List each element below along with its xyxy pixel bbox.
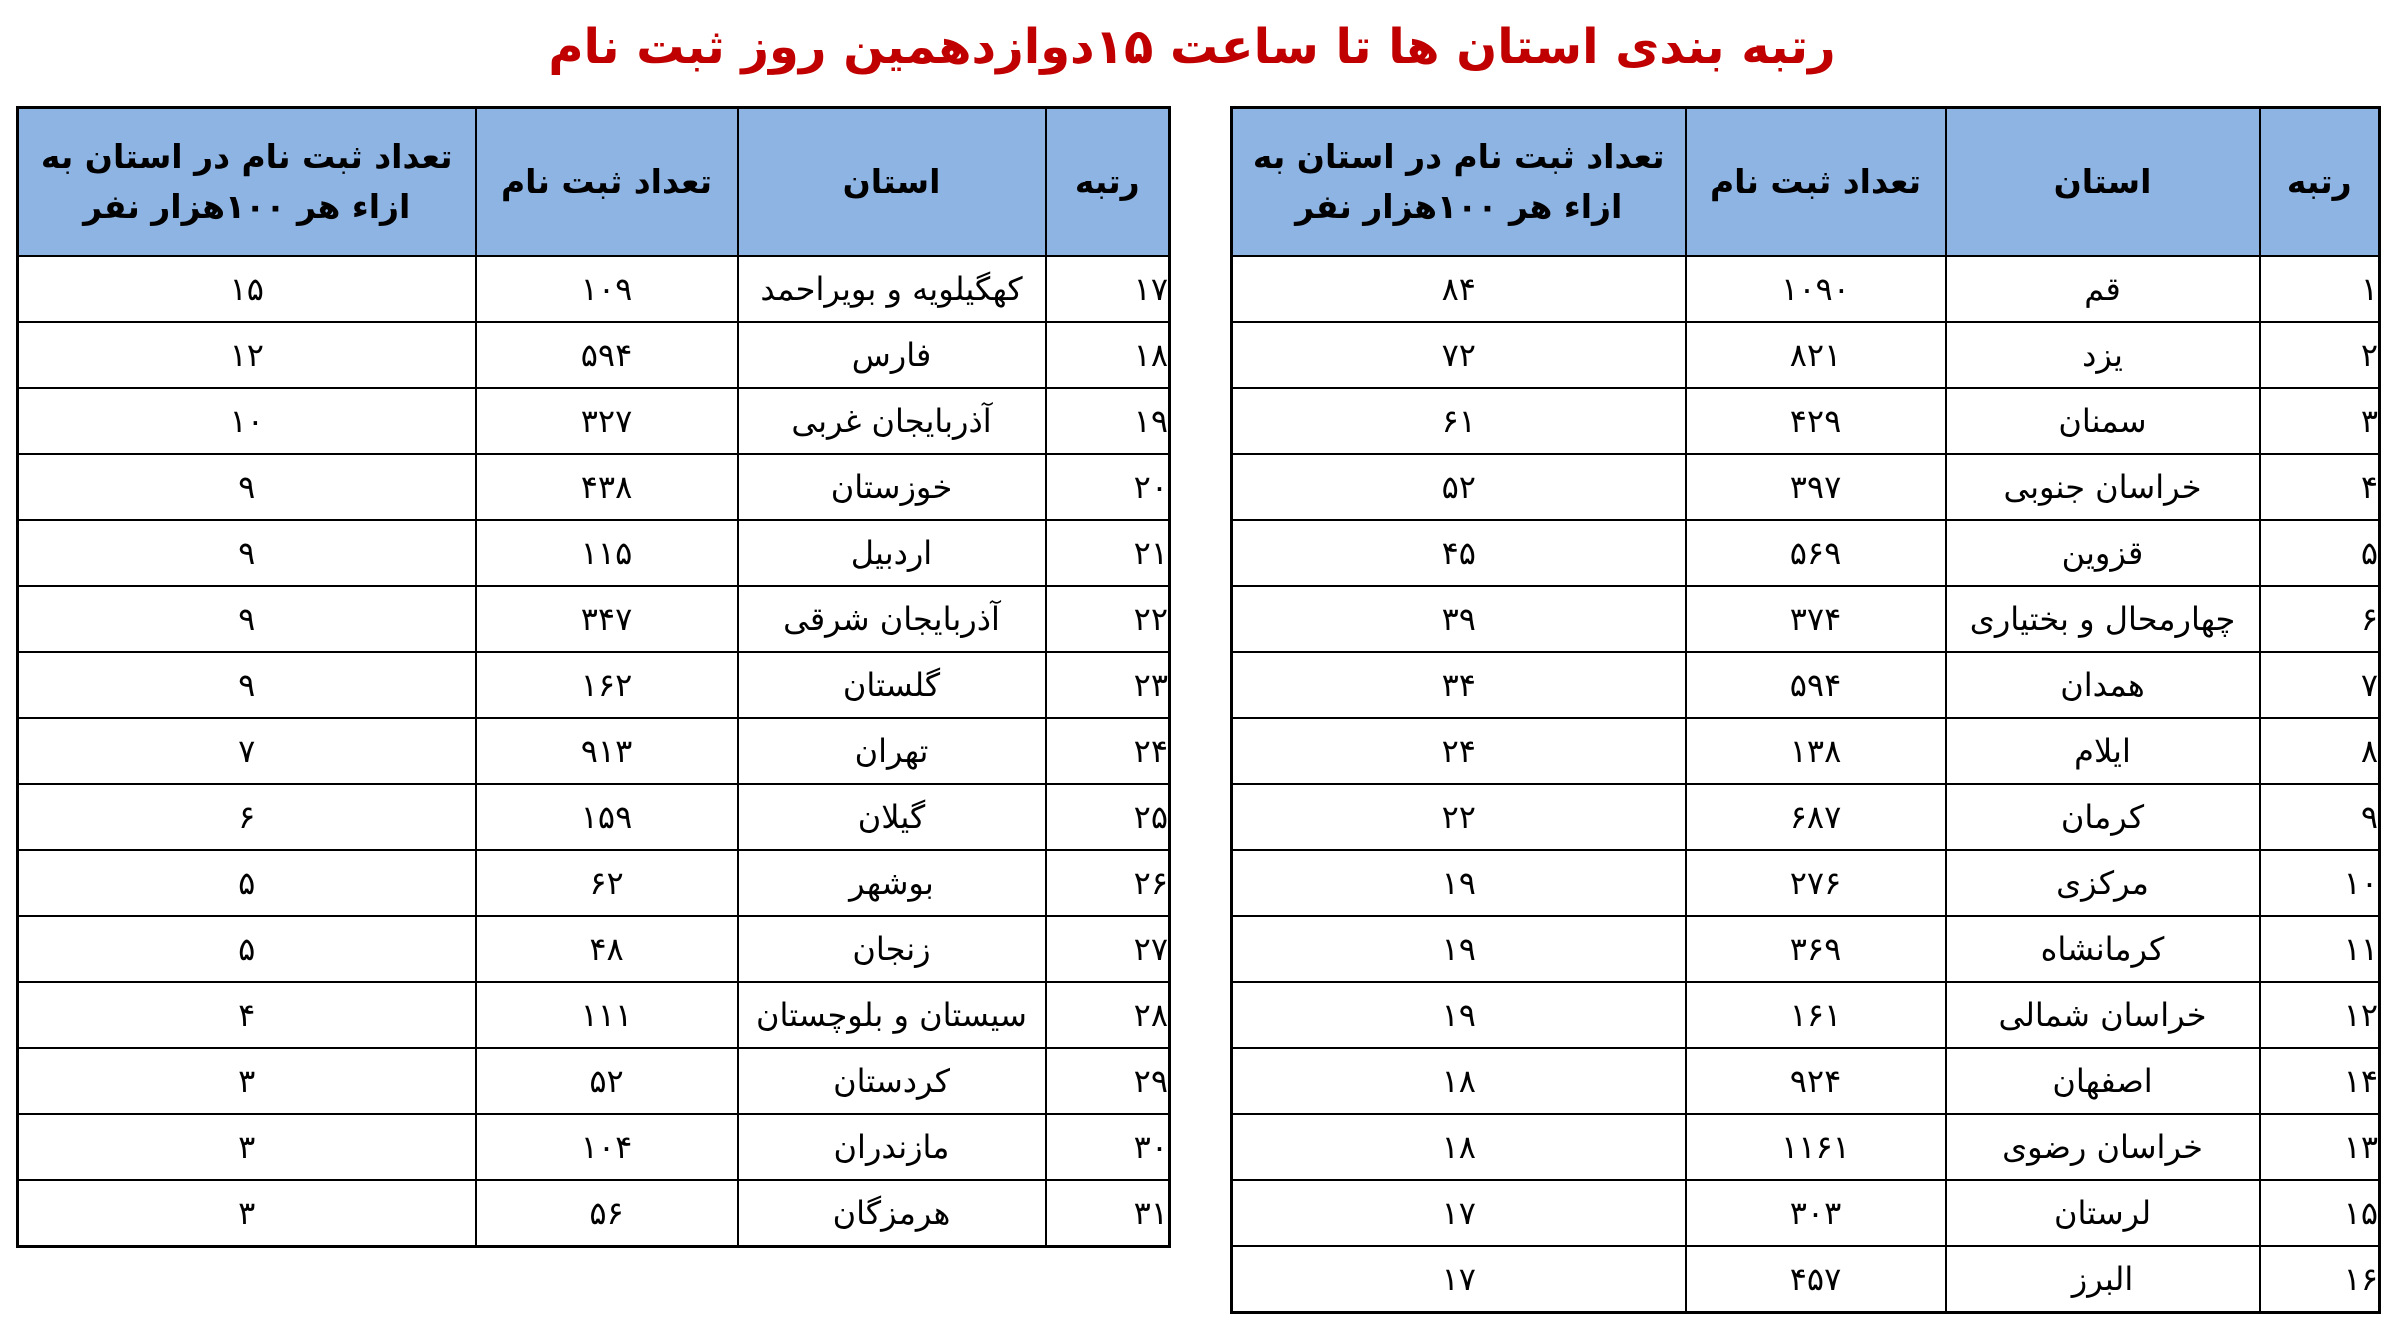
- table-row: [18, 850, 1170, 916]
- rank-cell: ۲۹: [1046, 1048, 1170, 1114]
- table-row: [18, 652, 1170, 718]
- per-100k-cell: ۳۹: [1232, 586, 1686, 652]
- rank-cell: ۴: [2260, 454, 2380, 520]
- per-100k-cell: ۶۱: [1232, 388, 1686, 454]
- province-cell: خراسان رضوی: [1946, 1114, 2260, 1180]
- count-cell: ۳۲۷: [476, 388, 738, 454]
- rank-cell: ۹: [2260, 784, 2380, 850]
- count-cell: ۴۵۷: [1686, 1246, 1946, 1313]
- rank-cell: ۲: [2260, 322, 2380, 388]
- per-100k-cell: ۱۷: [1232, 1180, 1686, 1246]
- count-cell: ۵۹۴: [476, 322, 738, 388]
- per-100k-cell: ۵: [18, 850, 476, 916]
- province-cell: هرمزگان: [738, 1180, 1046, 1247]
- per-100k-cell: ۹: [18, 652, 476, 718]
- rank-cell: ۳۱: [1046, 1180, 1170, 1247]
- table-row: [1232, 322, 2380, 388]
- rank-cell: ۱۵: [2260, 1180, 2380, 1246]
- count-cell: ۱۱۱: [476, 982, 738, 1048]
- province-cell: چهارمحال و بختیاری: [1946, 586, 2260, 652]
- table-row: [1232, 1048, 2380, 1114]
- rank-cell: ۲۵: [1046, 784, 1170, 850]
- table-row: [18, 1048, 1170, 1114]
- per-100k-cell: ۵۲: [1232, 454, 1686, 520]
- province-cell: زنجان: [738, 916, 1046, 982]
- table-row: [1232, 586, 2380, 652]
- table-row: [1232, 916, 2380, 982]
- table-row: [1232, 850, 2380, 916]
- per-100k-cell: ۹: [18, 586, 476, 652]
- rank-cell: ۱۸: [1046, 322, 1170, 388]
- table-header-row: [18, 108, 1170, 257]
- province-cell: گیلان: [738, 784, 1046, 850]
- count-cell: ۱۰۴: [476, 1114, 738, 1180]
- count-cell: ۸۲۱: [1686, 322, 1946, 388]
- per-100k-cell: ۴: [18, 982, 476, 1048]
- province-cell: گلستان: [738, 652, 1046, 718]
- rank-cell: ۲۴: [1046, 718, 1170, 784]
- province-cell: مازندران: [738, 1114, 1046, 1180]
- table-row: [1232, 388, 2380, 454]
- per-100k-cell: ۴۵: [1232, 520, 1686, 586]
- table-row: [1232, 1114, 2380, 1180]
- header-province: استان: [1946, 108, 2260, 257]
- per-100k-cell: ۱۸: [1232, 1114, 1686, 1180]
- count-cell: ۵۲: [476, 1048, 738, 1114]
- table-row: [1232, 718, 2380, 784]
- per-100k-cell: ۱۲: [18, 322, 476, 388]
- table-row: [1232, 982, 2380, 1048]
- province-cell: لرستان: [1946, 1180, 2260, 1246]
- rank-cell: ۲۷: [1046, 916, 1170, 982]
- table-row: [1232, 652, 2380, 718]
- per-100k-cell: ۳۴: [1232, 652, 1686, 718]
- per-100k-cell: ۷: [18, 718, 476, 784]
- count-cell: ۳۹۷: [1686, 454, 1946, 520]
- per-100k-cell: ۱۹: [1232, 982, 1686, 1048]
- rank-cell: ۱۴: [2260, 1048, 2380, 1114]
- rank-cell: ۱۲: [2260, 982, 2380, 1048]
- page-title: رتبه بندی استان ها تا ساعت ۱۵دوازدهمین روز ثبت نام: [548, 19, 1836, 75]
- table-header-row: [1232, 108, 2380, 257]
- rank-cell: ۱۳: [2260, 1114, 2380, 1180]
- province-cell: یزد: [1946, 322, 2260, 388]
- count-cell: ۶۸۷: [1686, 784, 1946, 850]
- count-cell: ۱۶۱: [1686, 982, 1946, 1048]
- province-cell: قم: [1946, 256, 2260, 322]
- rank-cell: ۵: [2260, 520, 2380, 586]
- per-100k-cell: ۱۹: [1232, 850, 1686, 916]
- per-100k-cell: ۹: [18, 520, 476, 586]
- province-cell: قزوین: [1946, 520, 2260, 586]
- rank-cell: ۲۲: [1046, 586, 1170, 652]
- count-cell: ۱۵۹: [476, 784, 738, 850]
- count-cell: ۱۳۸: [1686, 718, 1946, 784]
- province-cell: بوشهر: [738, 850, 1046, 916]
- header-province: استان: [738, 108, 1046, 257]
- per-100k-cell: ۱۰: [18, 388, 476, 454]
- table-row: [18, 1180, 1170, 1247]
- table-row: [18, 916, 1170, 982]
- count-cell: ۳۰۳: [1686, 1180, 1946, 1246]
- count-cell: ۵۶۹: [1686, 520, 1946, 586]
- table-row: [18, 982, 1170, 1048]
- province-cell: خراسان جنوبی: [1946, 454, 2260, 520]
- table-row: [1232, 784, 2380, 850]
- per-100k-cell: ۳: [18, 1114, 476, 1180]
- count-cell: ۴۸: [476, 916, 738, 982]
- province-cell: همدان: [1946, 652, 2260, 718]
- rank-cell: ۲۶: [1046, 850, 1170, 916]
- ranking-table-right: [1230, 106, 2381, 1314]
- table-row: [1232, 1246, 2380, 1313]
- count-cell: ۱۶۲: [476, 652, 738, 718]
- per-100k-cell: ۱۸: [1232, 1048, 1686, 1114]
- province-cell: آذربایجان شرقی: [738, 586, 1046, 652]
- rank-cell: ۱۱: [2260, 916, 2380, 982]
- table-row: [18, 520, 1170, 586]
- province-cell: اصفهان: [1946, 1048, 2260, 1114]
- header-per-100k: تعداد ثبت نام در استان به ازاء هر ۱۰۰هزار نفر: [1232, 108, 1686, 257]
- count-cell: ۳۶۹: [1686, 916, 1946, 982]
- count-cell: ۱۱۵: [476, 520, 738, 586]
- rank-cell: ۱۷: [1046, 256, 1170, 322]
- per-100k-cell: ۲۲: [1232, 784, 1686, 850]
- per-100k-cell: ۱۵: [18, 256, 476, 322]
- count-cell: ۵۶: [476, 1180, 738, 1247]
- count-cell: ۹۲۴: [1686, 1048, 1946, 1114]
- count-cell: ۹۱۳: [476, 718, 738, 784]
- rank-cell: ۱: [2260, 256, 2380, 322]
- table-row: [18, 718, 1170, 784]
- table-row: [1232, 1180, 2380, 1246]
- rank-cell: ۱۹: [1046, 388, 1170, 454]
- per-100k-cell: ۳: [18, 1048, 476, 1114]
- province-cell: آذربایجان غربی: [738, 388, 1046, 454]
- table-row: [1232, 256, 2380, 322]
- count-cell: ۶۲: [476, 850, 738, 916]
- count-cell: ۴۲۹: [1686, 388, 1946, 454]
- table-row: [1232, 520, 2380, 586]
- province-cell: مرکزی: [1946, 850, 2260, 916]
- per-100k-cell: ۱۹: [1232, 916, 1686, 982]
- count-cell: ۳۴۷: [476, 586, 738, 652]
- per-100k-cell: ۳: [18, 1180, 476, 1247]
- province-cell: خوزستان: [738, 454, 1046, 520]
- province-cell: سمنان: [1946, 388, 2260, 454]
- rank-cell: ۷: [2260, 652, 2380, 718]
- per-100k-cell: ۵: [18, 916, 476, 982]
- count-cell: ۲۷۶: [1686, 850, 1946, 916]
- province-cell: اردبیل: [738, 520, 1046, 586]
- province-cell: ایلام: [1946, 718, 2260, 784]
- per-100k-cell: ۶: [18, 784, 476, 850]
- rank-cell: ۲۱: [1046, 520, 1170, 586]
- count-cell: ۱۰۹: [476, 256, 738, 322]
- rank-cell: ۶: [2260, 586, 2380, 652]
- per-100k-cell: ۲۴: [1232, 718, 1686, 784]
- ranking-table-left: [16, 106, 1171, 1248]
- count-cell: ۱۱۶۱: [1686, 1114, 1946, 1180]
- rank-cell: ۲۸: [1046, 982, 1170, 1048]
- table-row: [18, 784, 1170, 850]
- table-row: [18, 454, 1170, 520]
- rank-cell: ۳: [2260, 388, 2380, 454]
- province-cell: البرز: [1946, 1246, 2260, 1313]
- header-per-100k: تعداد ثبت نام در استان به ازاء هر ۱۰۰هزار نفر: [18, 108, 476, 257]
- table-row: [18, 1114, 1170, 1180]
- province-cell: کردستان: [738, 1048, 1046, 1114]
- province-cell: کهگیلویه و بویراحمد: [738, 256, 1046, 322]
- per-100k-cell: ۹: [18, 454, 476, 520]
- table-row: [18, 586, 1170, 652]
- rank-cell: ۱۶: [2260, 1246, 2380, 1313]
- rank-cell: ۱۰: [2260, 850, 2380, 916]
- header-count: تعداد ثبت نام: [1686, 108, 1946, 257]
- rank-cell: ۸: [2260, 718, 2380, 784]
- count-cell: ۵۹۴: [1686, 652, 1946, 718]
- per-100k-cell: ۷۲: [1232, 322, 1686, 388]
- table-row: [1232, 454, 2380, 520]
- province-cell: کرمان: [1946, 784, 2260, 850]
- province-cell: فارس: [738, 322, 1046, 388]
- count-cell: ۳۷۴: [1686, 586, 1946, 652]
- rank-cell: ۳۰: [1046, 1114, 1170, 1180]
- table-row: [18, 256, 1170, 322]
- province-cell: خراسان شمالی: [1946, 982, 2260, 1048]
- table-row: [18, 322, 1170, 388]
- header-rank: رتبه: [2260, 108, 2380, 257]
- rank-cell: ۲۰: [1046, 454, 1170, 520]
- table-row: [18, 388, 1170, 454]
- per-100k-cell: ۸۴: [1232, 256, 1686, 322]
- count-cell: ۴۳۸: [476, 454, 738, 520]
- header-rank: رتبه: [1046, 108, 1170, 257]
- rank-cell: ۲۳: [1046, 652, 1170, 718]
- province-cell: سیستان و بلوچستان: [738, 982, 1046, 1048]
- province-cell: تهران: [738, 718, 1046, 784]
- count-cell: ۱۰۹۰: [1686, 256, 1946, 322]
- per-100k-cell: ۱۷: [1232, 1246, 1686, 1313]
- header-count: تعداد ثبت نام: [476, 108, 738, 257]
- province-cell: کرمانشاه: [1946, 916, 2260, 982]
